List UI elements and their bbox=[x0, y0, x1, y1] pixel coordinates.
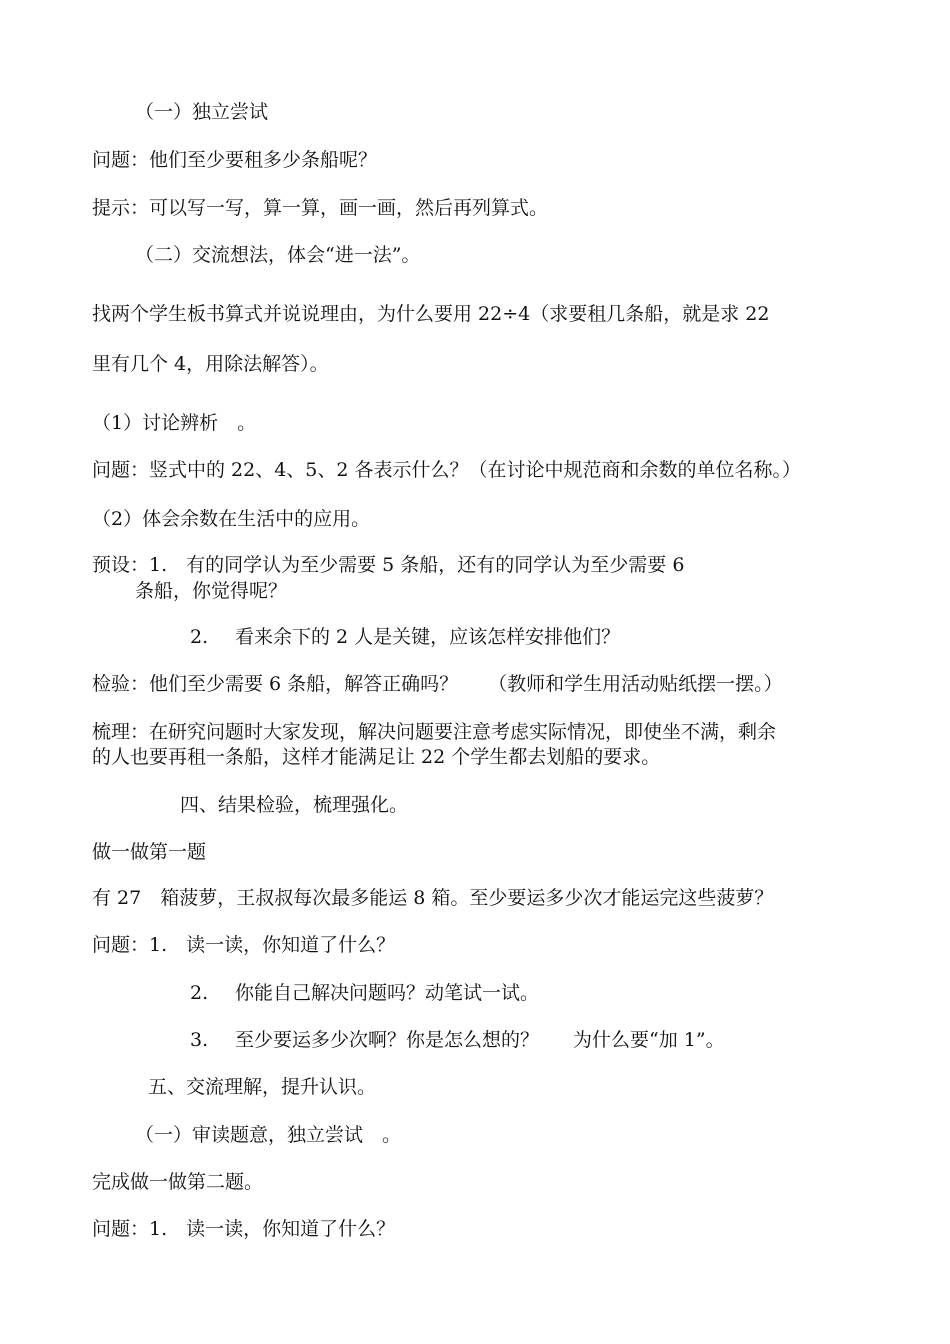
paragraph: 的人也要再租一条船，这样才能满足让 22 个学生都去划船的要求。 bbox=[92, 746, 661, 768]
section-heading: （一）审读题意，独立尝试 。 bbox=[135, 1124, 402, 1146]
list-text: 看来余下的 2 人是关键，应该怎样安排他们？ bbox=[235, 626, 621, 648]
list-text: 至少要运多少次啊？你是怎么想的？ bbox=[235, 1029, 540, 1051]
section-heading: 五、交流理解，提升认识。 bbox=[148, 1076, 377, 1098]
list-number: 2. bbox=[190, 626, 209, 648]
list-item bbox=[190, 981, 539, 1005]
text-part: （教师和学生用活动贴纸摆一摆。） bbox=[488, 673, 783, 695]
text-part: 检验：他们至少需要 6 条船，解答正确吗？ bbox=[92, 673, 459, 695]
paragraph: 提示：可以写一写，算一算，画一画，然后再列算式。 bbox=[92, 197, 549, 219]
paragraph: 梳理：在研究问题时大家发现，解决问题要注意考虑实际情况，即使坐不满，剩余 bbox=[92, 721, 777, 743]
subsection-heading: （1）讨论辨析 。 bbox=[92, 412, 257, 434]
paragraph bbox=[92, 672, 783, 696]
paragraph: 找两个学生板书算式并说说理由，为什么要用 22÷4（求要租几条船，就是求 22 bbox=[92, 303, 770, 325]
subsection-heading: （2）体会余数在生活中的应用。 bbox=[92, 508, 371, 530]
list-item: 问题：1. 读一读，你知道了什么？ bbox=[92, 1218, 396, 1240]
paragraph: 条船，你觉得呢？ bbox=[135, 580, 288, 602]
section-heading: （一）独立尝试 bbox=[135, 101, 269, 123]
paragraph: 问题：竖式中的 22、4、5、2 各表示什么？（在讨论中规范商和余数的单位名称。） bbox=[92, 459, 802, 481]
paragraph: 做一做第一题 bbox=[92, 841, 207, 863]
section-heading: 四、结果检验，梳理强化。 bbox=[180, 794, 409, 816]
list-item bbox=[190, 1028, 725, 1052]
list-text: 为什么要“加 1”。 bbox=[573, 1029, 725, 1051]
list-text: 你能自己解决问题吗？动笔试一试。 bbox=[235, 982, 540, 1004]
paragraph: 里有几个 4，用除法解答）。 bbox=[92, 353, 329, 375]
paragraph: 问题：他们至少要租多少条船呢？ bbox=[92, 149, 378, 171]
paragraph: 有 27 箱菠萝，王叔叔每次最多能运 8 箱。至少要运多少次才能运完这些菠萝？ bbox=[92, 887, 774, 909]
list-item bbox=[190, 625, 620, 649]
paragraph: 完成做一做第二题。 bbox=[92, 1171, 264, 1193]
list-number: 2. bbox=[190, 982, 209, 1004]
list-number: 3. bbox=[190, 1029, 209, 1051]
list-item: 问题：1. 读一读，你知道了什么？ bbox=[92, 934, 396, 956]
section-heading: （二）交流想法，体会“进一法”。 bbox=[135, 244, 421, 266]
paragraph: 预设：1. 有的同学认为至少需要 5 条船，还有的同学认为至少需要 6 bbox=[92, 554, 685, 576]
